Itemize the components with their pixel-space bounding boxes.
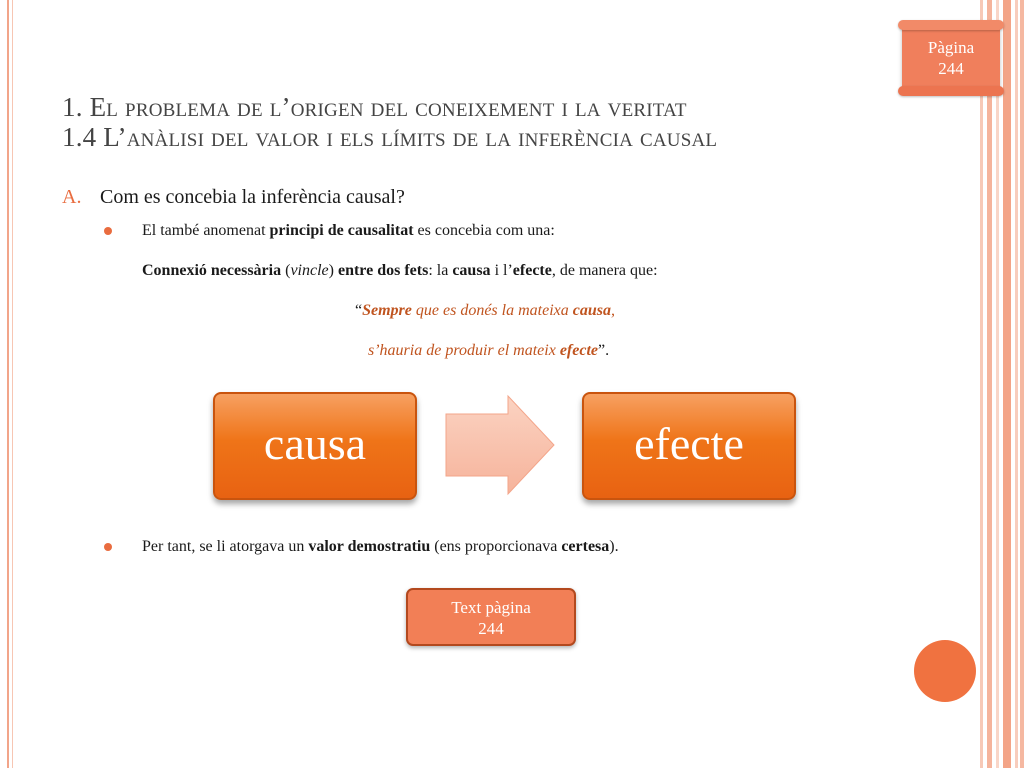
- section-marker: A.: [62, 186, 82, 208]
- bold-run: causa: [572, 302, 611, 319]
- text-run: s’hauria de produir el mateix: [368, 342, 560, 359]
- text-run: i l’: [490, 262, 513, 279]
- connexio-line: [142, 262, 658, 280]
- right-arrow-icon: [444, 394, 556, 496]
- page-badge-label: Pàgina: [927, 38, 975, 57]
- text-run: ).: [609, 538, 619, 555]
- text-run: ,: [610, 302, 615, 319]
- left-frame-line: [7, 0, 9, 768]
- page-title: [62, 92, 892, 152]
- bold-run: certesa: [561, 538, 610, 555]
- text-run: es concebia com una:: [413, 222, 555, 239]
- bold-run: entre dos fets: [337, 262, 429, 279]
- decorative-circle: [914, 640, 976, 702]
- quote-open: “: [355, 302, 363, 319]
- title-line-2: 1.4 L’anàlisi del valor i els límits de la inferència causal: [62, 122, 718, 152]
- section-heading-text: Com es concebia la inferència causal?: [100, 186, 405, 208]
- bold-run: causa: [452, 262, 491, 279]
- quote-close: ”.: [598, 342, 610, 359]
- bold-run: Sempre: [362, 302, 412, 319]
- text-run: (ens proporcionava: [430, 538, 562, 555]
- bold-run: efecte: [512, 262, 552, 279]
- quote-line-1: [355, 302, 615, 320]
- text-run: El també anomenat: [142, 222, 270, 239]
- right-decorative-stripes: [980, 0, 1024, 768]
- quote-line-2: [368, 342, 609, 360]
- bold-run: principi de causalitat: [269, 222, 414, 239]
- bullet-valor: [142, 538, 619, 556]
- bold-run: efecte: [559, 342, 599, 359]
- text-run: , de manera que:: [551, 262, 658, 279]
- bold-run: Connexió necessària: [142, 262, 282, 279]
- bullet-dot-icon: [104, 543, 112, 551]
- text-page-button-line-2: 244: [478, 619, 504, 638]
- title-line-1: 1. El problema de l’origen del coneixement i la veritat: [62, 92, 687, 122]
- page-badge: [902, 26, 1000, 90]
- bullet-principi: [142, 222, 555, 240]
- text-run: ): [328, 262, 338, 279]
- text-run: Per tant, se li atorgava un: [142, 538, 309, 555]
- bullet-dot-icon: [104, 227, 112, 235]
- text-page-button[interactable]: [406, 588, 576, 646]
- text-run: : la: [428, 262, 453, 279]
- italic-run: vincle: [290, 262, 329, 279]
- left-frame-line-thin: [12, 0, 13, 768]
- page-badge-number: 244: [938, 59, 964, 78]
- efecte-box: efecte: [582, 392, 796, 500]
- causa-box: causa: [213, 392, 417, 500]
- text-run: (: [281, 262, 291, 279]
- text-page-button-line-1: Text pàgina: [451, 598, 531, 617]
- text-run: que es donés la mateixa: [411, 302, 573, 319]
- bold-run: valor demostratiu: [308, 538, 431, 555]
- section-heading: [62, 186, 405, 209]
